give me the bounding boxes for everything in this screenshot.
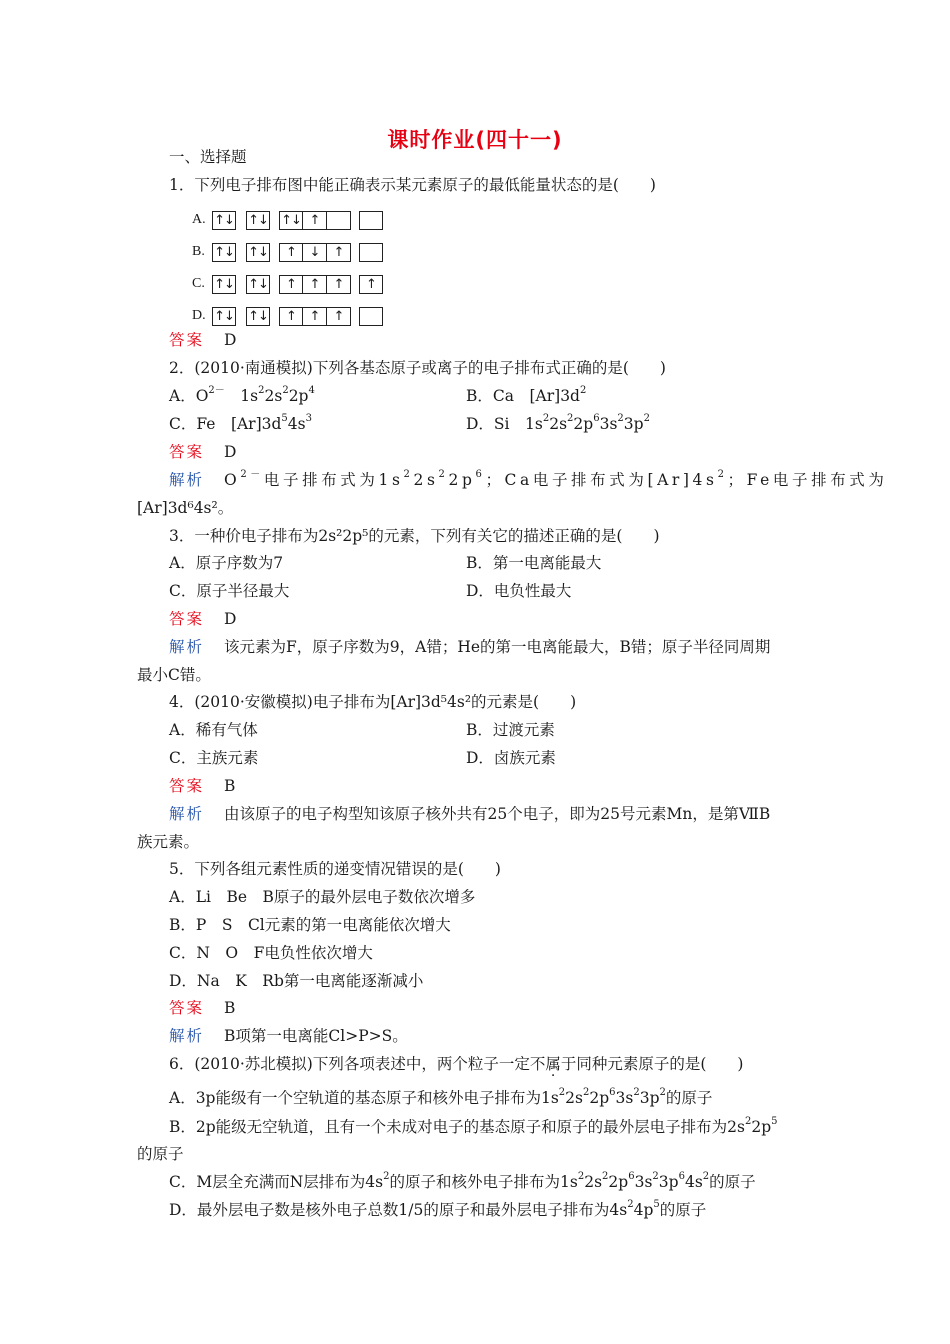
orbital-box-2p: ↓ [303,243,327,262]
option-d: D．卤族元素 [466,749,556,767]
option-d: D．电负性最大 [466,582,572,600]
option-b: B．Ca $[Ar]3d^2$ [466,384,587,405]
orbital-box-2p: ↑ [279,243,303,262]
option-b: B．P S Cl元素的第一电离能依次增大 [169,916,451,934]
analysis-label: 解析 [169,1027,205,1045]
orbital-option-c [192,273,383,295]
orbital-box-3s [359,307,383,326]
answer-value: D [224,610,237,628]
orbital-group-2p [279,307,351,326]
analysis-line [169,803,770,825]
orbital-box-2s: ↑↓ [246,243,270,262]
option-label: C. [192,276,205,291]
orbital-box-1s: ↑↓ [212,275,236,294]
orbital-box-2p [327,211,351,230]
analysis-line [169,469,888,491]
stem-text: 同种元素原子的是( ) [576,1055,744,1073]
answer-line [169,775,235,797]
orbital-option-b [192,241,383,263]
option-label: B. [192,244,205,259]
option-d: D．Na K Rb第一电离能逐渐减小 [169,972,424,990]
orbital-box-2p: ↑ [279,307,303,326]
orbital-group-2p [279,211,351,230]
page-title: 课时作业(四十一) [387,128,563,152]
option-a: A．原子序数为7 [169,554,284,572]
orbital-box-2p: ↑ [303,275,327,294]
orbital-box-2s: ↑↓ [246,211,270,230]
analysis-text-cont: 族元素。 [137,833,200,851]
question-4-stem: 4．(2010·安徽模拟)电子排布为[Ar]3d⁵4s²的元素是( ) [169,693,577,711]
question-6-stem [169,1053,743,1075]
orbital-box-1s: ↑↓ [212,211,236,230]
option-c: C．原子半径最大 [169,582,290,600]
orbital-box-1s: ↑↓ [212,243,236,262]
answer-line [169,608,236,630]
option-a: A．Li Be B原子的最外层电子数依次增多 [169,888,476,906]
option-b: B．2p能级无空轨道，且有一个未成对电子的基态原子和原子的最外层电子排布为$2s^22p^5$ [169,1115,778,1136]
orbital-box-2p: ↑ [327,275,351,294]
orbital-option-a [192,209,383,231]
answer-value: D [224,443,237,461]
question-3-stem: 3．一种价电子排布为2s²2p⁵的元素，下列有关它的描述正确的是( ) [169,527,660,545]
analysis-label: 解析 [169,805,205,823]
orbital-box-2p: ↑ [279,275,303,294]
question-5-stem: 5．下列各组元素性质的递变情况错误的是( ) [169,860,501,878]
answer-value: D [224,331,237,349]
orbital-box-2s: ↑↓ [246,307,270,326]
option-a: A．$O^{2-}$ $1s^22s^22p^4$ [169,384,315,405]
answer-label: 答案 [169,331,205,349]
orbital-box-2p: ↑ [303,211,327,230]
orbital-box-3s [359,243,383,262]
analysis-text-cont: [Ar]3d⁶4s²。 [137,499,234,517]
analysis-line [169,636,770,658]
orbital-option-d [192,305,383,327]
analysis-text: 该元素为F，原子序数为9，A错；He的第一电离能最大，B错；原子半径同周期 [224,638,771,656]
orbital-box-2p: ↑↓ [279,211,303,230]
option-c: C．主族元素 [169,749,259,767]
orbital-group-2p [279,275,351,294]
orbital-box-2p: ↑ [303,307,327,326]
orbital-box-2s: ↑↓ [246,275,270,294]
analysis-text: B项第一电离能Cl>P>S。 [224,1027,408,1045]
answer-line [169,441,236,463]
answer-label: 答案 [169,610,205,628]
option-a: A．稀有气体 [169,721,258,739]
analysis-text-cont: 最小C错。 [137,666,211,684]
analysis-line [169,1025,408,1047]
answer-label: 答案 [169,999,205,1017]
answer-label: 答案 [169,777,205,795]
analysis-label: 解析 [169,471,205,489]
option-label: A. [192,212,206,227]
orbital-box-3s [359,211,383,230]
option-label: D. [192,308,206,323]
answer-value: B [224,777,236,795]
analysis-text: 由该原子的电子构型知该原子核外共有25个电子，即为25号元素Mn，是第ⅦB [224,805,771,823]
option-c: C．M层全充满而N层排布为$4s^2$的原子和核外电子排布为$1s^22s^22p^63s^23p^64s^2$的原子 [169,1170,756,1191]
option-b-cont: 的原子 [137,1145,184,1163]
emphasis-dotted-text [530,1053,577,1075]
emphasis-text: 不属于 [529,1055,577,1073]
answer-line [169,997,235,1019]
option-a: A．3p能级有一个空轨道的基态原子和核外电子排布为$1s^22s^22p^63s^23p^2$的原子 [169,1086,713,1107]
orbital-group-2p [279,243,351,262]
analysis-label: 解析 [169,638,205,656]
orbital-box-2p: ↑ [327,243,351,262]
option-d: D．Si $1s^22s^22p^63s^23p^2$ [466,412,650,433]
option-b: B．过渡元素 [466,721,555,739]
question-1-stem: 1．下列电子排布图中能正确表示某元素原子的最低能量状态的是( ) [169,176,656,194]
analysis-text: $O^{2-}$电子排布式为$1s^22s^22p^6$；Ca电子排布式为$[Ar]4s^2$；Fe电子排布式为 [224,468,888,489]
orbital-box-2p: ↑ [327,307,351,326]
stem-text: 6．(2010·苏北模拟)下列各项表述中，两个粒子一定 [169,1055,530,1073]
answer-value: B [224,999,236,1017]
orbital-box-3s: ↑ [359,275,383,294]
orbital-box-1s: ↑↓ [212,307,236,326]
question-2-stem: 2．(2010·南通模拟)下列各基态原子或离子的电子排布式正确的是( ) [169,359,666,377]
option-c: C．N O F电负性依次增大 [169,944,373,962]
option-c: C．Fe $[Ar]3d^54s^3$ [169,412,312,433]
answer-line [169,329,236,351]
option-b: B．第一电离能最大 [466,554,602,572]
option-d: D．最外层电子数是核外电子总数1/5的原子和最外层电子排布为$4s^24p^5$的原子 [169,1198,707,1219]
answer-label: 答案 [169,443,205,461]
section-heading: 一、选择题 [169,148,247,166]
